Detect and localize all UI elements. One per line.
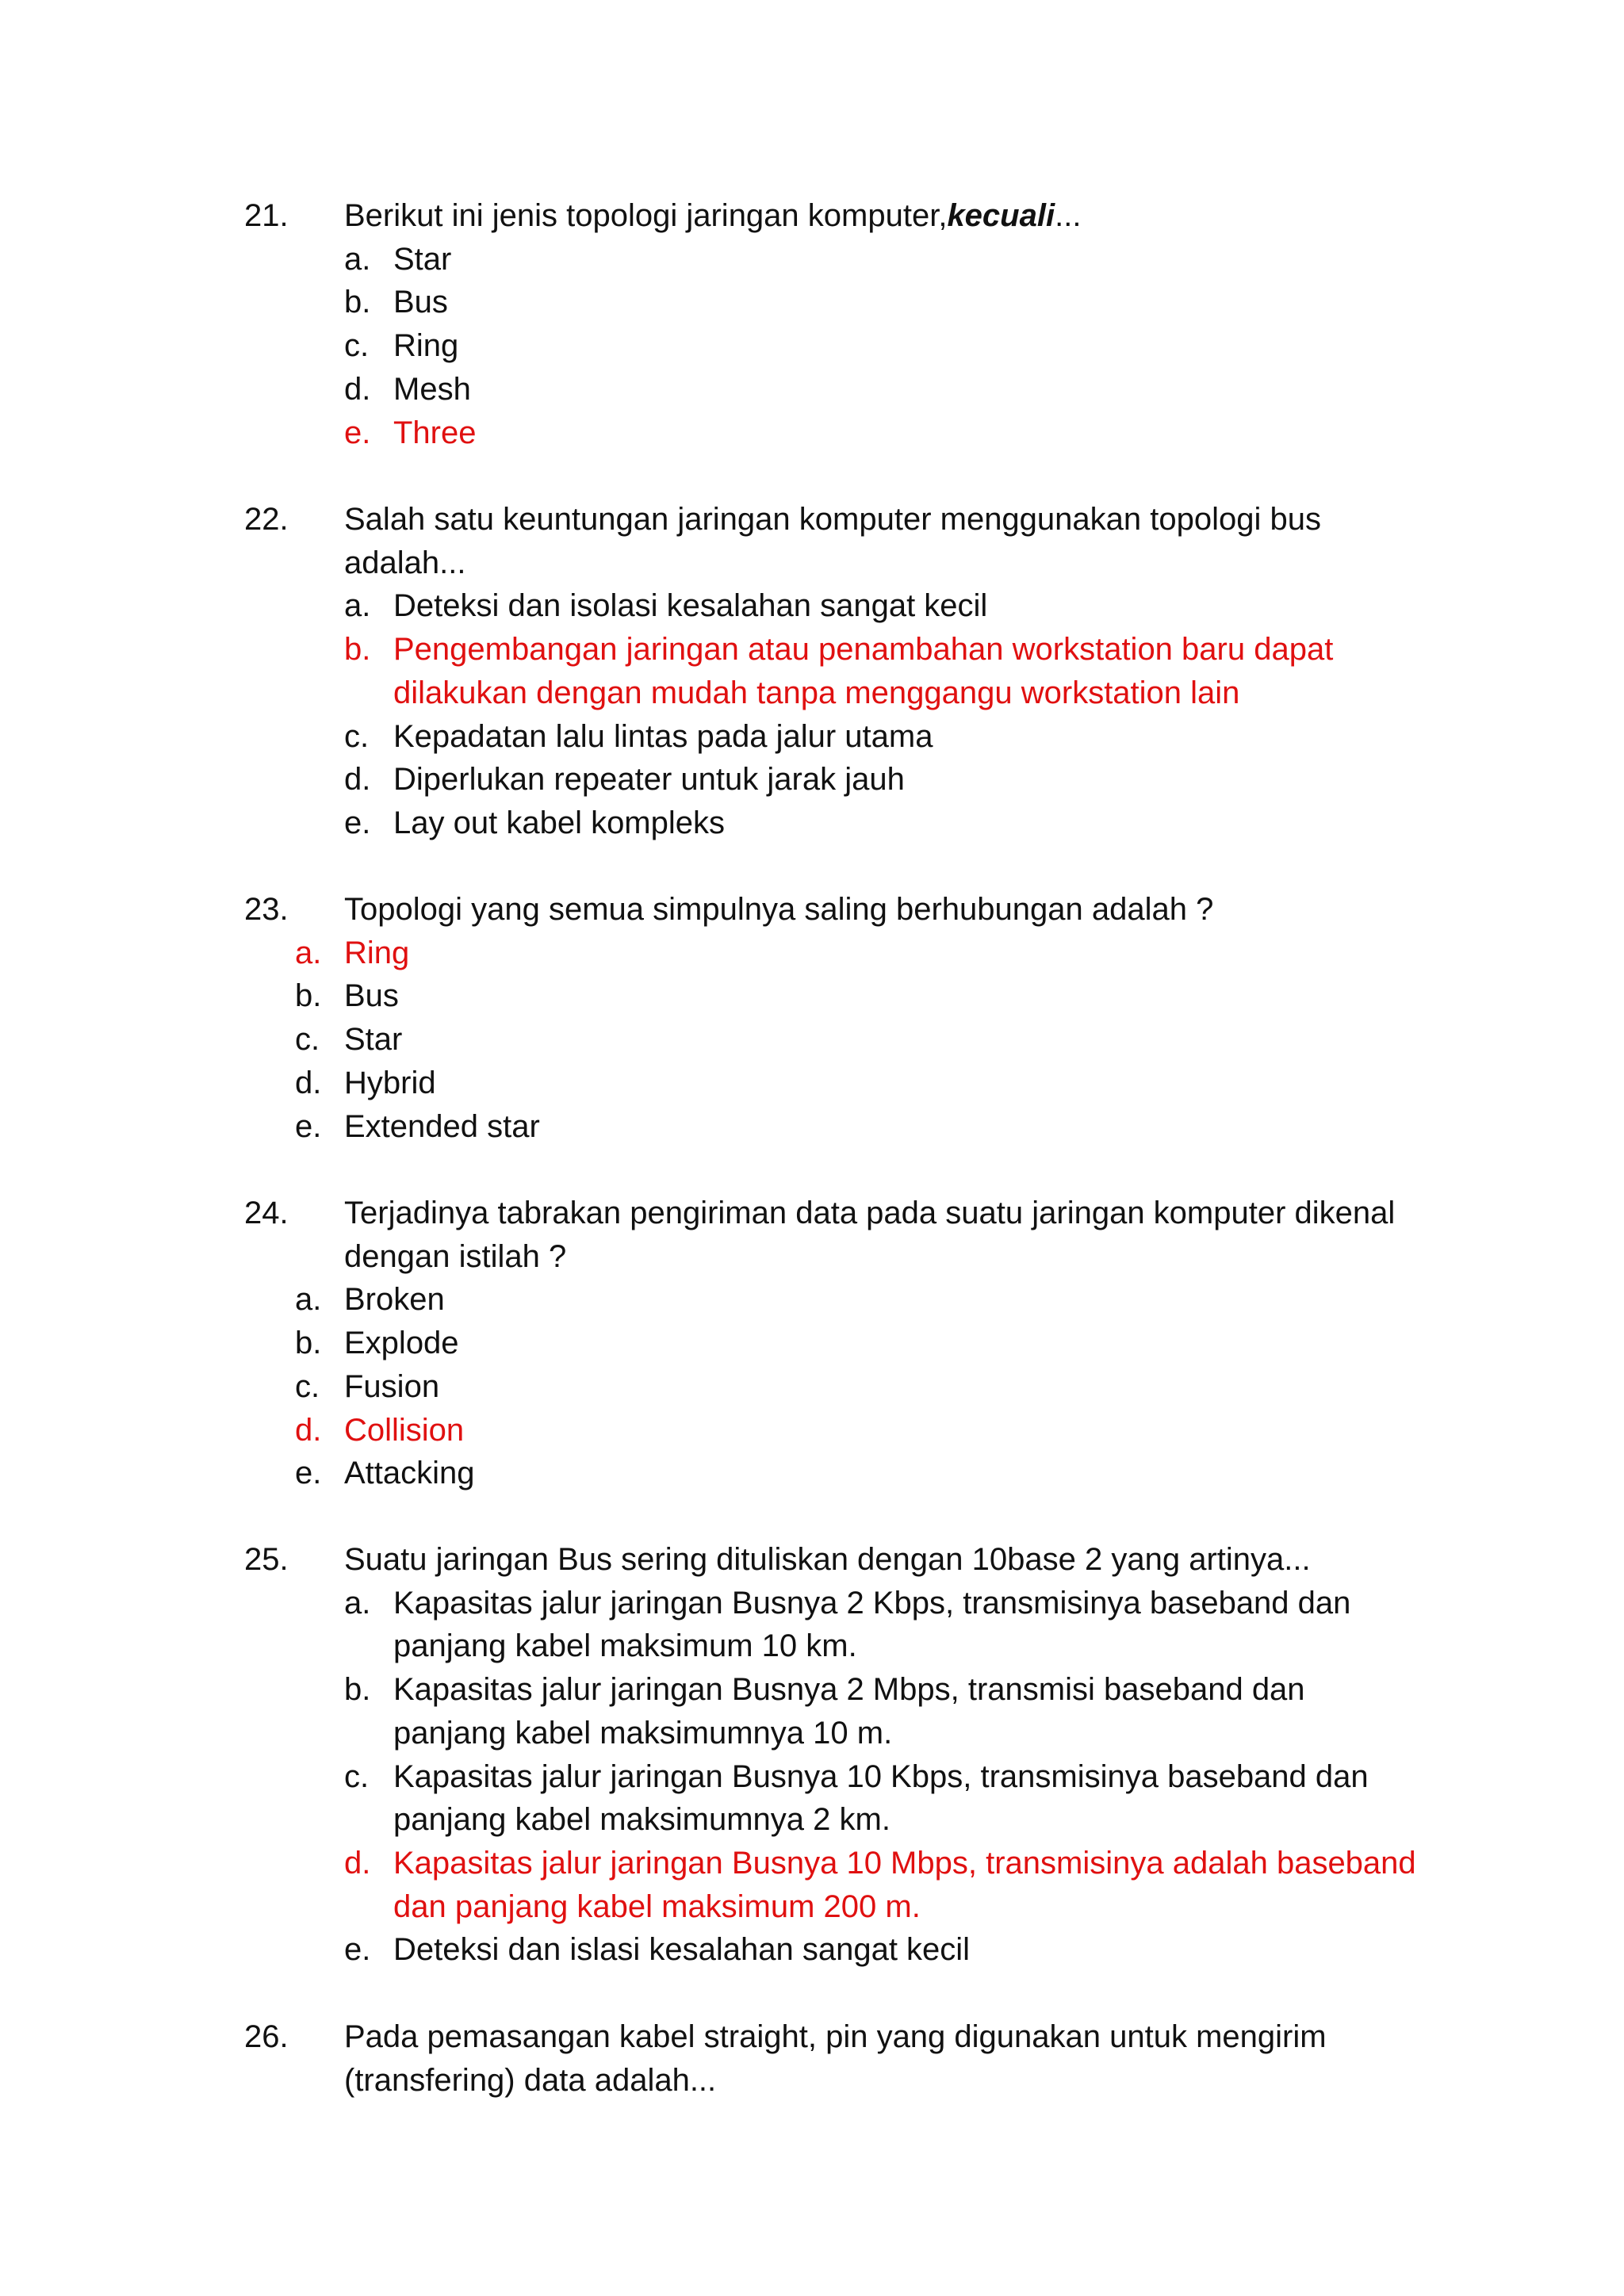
option-c xyxy=(0,715,1424,759)
option-text: Fusion xyxy=(344,1368,440,1404)
option-c xyxy=(0,324,1424,368)
question-24 xyxy=(0,1192,1624,1495)
option-text: Explode xyxy=(344,1326,459,1361)
option-label: a. xyxy=(295,1282,322,1318)
option-text: Kapasitas jalur jaringan Busnya 10 Kbps, transmisinya baseband dan panjang kabel maksimumnya 2 km. xyxy=(393,1758,1369,1838)
option-text: Extended star xyxy=(344,1108,540,1144)
option-text: Three xyxy=(393,415,477,450)
option-a xyxy=(0,1278,1423,1322)
option-label: a. xyxy=(295,935,322,970)
option-label: d. xyxy=(344,371,371,407)
option-text: Broken xyxy=(344,1282,445,1318)
question-26 xyxy=(0,2015,1624,2102)
option-e xyxy=(0,802,1424,845)
option-text: Ring xyxy=(344,935,410,970)
option-e xyxy=(0,1452,1423,1495)
question-text: Pada pemasangan kabel straight, pin yang digunakan untuk mengirim (transfering) data adalah... xyxy=(344,2019,1327,2098)
option-text: Ring xyxy=(393,328,459,364)
option-label: c. xyxy=(344,328,370,364)
option-text: Star xyxy=(393,241,452,277)
option-label: a. xyxy=(344,1585,371,1621)
option-e-correct xyxy=(0,411,1424,455)
option-d-correct xyxy=(0,1409,1423,1452)
option-a xyxy=(0,584,1424,628)
option-label: b. xyxy=(344,632,371,668)
option-text: Lay out kabel kompleks xyxy=(393,805,726,840)
option-label: e. xyxy=(344,805,371,840)
option-label: d. xyxy=(344,762,371,798)
question-number: 23. xyxy=(244,892,289,927)
option-b xyxy=(0,1668,1424,1755)
option-text: Kepadatan lalu lintas pada jalur utama xyxy=(393,718,933,754)
option-text: Hybrid xyxy=(344,1065,436,1100)
option-d xyxy=(0,758,1424,802)
option-c xyxy=(0,1755,1424,1842)
option-text: Mesh xyxy=(393,371,471,407)
option-text: Attacking xyxy=(344,1456,475,1491)
option-label: d. xyxy=(344,1845,371,1881)
question-text-suffix: ... xyxy=(1055,198,1082,233)
option-label: b. xyxy=(344,1672,371,1708)
option-text: Star xyxy=(344,1022,403,1058)
option-e xyxy=(0,1928,1424,1972)
option-text: Diperlukan repeater untuk jarak jauh xyxy=(393,762,905,798)
question-23 xyxy=(0,888,1624,1148)
option-text: Collision xyxy=(344,1412,465,1448)
option-text: Deteksi dan islasi kesalahan sangat kecil xyxy=(393,1932,971,1968)
option-text: Deteksi dan isolasi kesalahan sangat kecil xyxy=(393,588,988,624)
option-label: a. xyxy=(344,588,371,624)
option-d-correct xyxy=(0,1842,1424,1928)
option-label: c. xyxy=(295,1368,320,1404)
option-label: b. xyxy=(295,1326,322,1361)
question-22 xyxy=(0,498,1624,845)
question-text: Suatu jaringan Bus sering dituliskan dengan 10base 2 yang artinya... xyxy=(344,1542,1311,1577)
option-label: b. xyxy=(295,978,322,1014)
question-number: 25. xyxy=(244,1542,289,1577)
question-text xyxy=(344,194,1431,238)
option-label: c. xyxy=(344,718,370,754)
question-number: 24. xyxy=(244,1196,289,1230)
option-label: e. xyxy=(344,1932,371,1968)
option-c xyxy=(0,1018,1423,1062)
question-25 xyxy=(0,1538,1624,1972)
option-a-correct xyxy=(0,932,1423,975)
question-text-main: Berikut ini jenis topologi jaringan komputer, xyxy=(344,198,948,233)
option-d xyxy=(0,1062,1423,1105)
option-a xyxy=(0,1582,1424,1668)
option-label: c. xyxy=(344,1758,370,1794)
question-21 xyxy=(0,194,1624,454)
option-b xyxy=(0,974,1423,1018)
option-text: Kapasitas jalur jaringan Busnya 2 Kbps, transmisinya baseband dan panjang kabel maksimum 10 km. xyxy=(393,1585,1351,1664)
option-label: a. xyxy=(344,241,371,277)
option-label: e. xyxy=(295,1108,322,1144)
option-a xyxy=(0,238,1424,281)
option-label: e. xyxy=(344,415,371,450)
option-text: Bus xyxy=(393,285,448,320)
question-number: 26. xyxy=(244,2019,289,2054)
option-b xyxy=(0,1322,1423,1365)
option-label: d. xyxy=(295,1065,322,1100)
option-label: c. xyxy=(295,1022,320,1058)
option-label: e. xyxy=(295,1456,322,1491)
option-text: Kapasitas jalur jaringan Busnya 2 Mbps, transmisi baseband dan panjang kabel maksimumnya 10 m. xyxy=(393,1672,1305,1751)
question-text: Salah satu keuntungan jaringan komputer menggunakan topologi bus adalah... xyxy=(344,502,1321,580)
option-c xyxy=(0,1365,1423,1409)
option-d xyxy=(0,368,1424,411)
option-e xyxy=(0,1105,1423,1149)
option-b xyxy=(0,281,1424,324)
option-label: b. xyxy=(344,285,371,320)
option-label: d. xyxy=(295,1412,322,1448)
question-number: 21. xyxy=(244,198,289,233)
question-text: Terjadinya tabrakan pengiriman data pada suatu jaringan komputer dikenal dengan istilah ? xyxy=(344,1196,1396,1274)
question-keyword: kecuali xyxy=(947,198,1055,233)
option-text: Pengembangan jaringan atau penambahan workstation baru dapat dilakukan dengan mudah tanpa menggangu workstation lain xyxy=(393,632,1334,710)
question-text: Topologi yang semua simpulnya saling berhubungan adalah ? xyxy=(344,892,1214,927)
option-b-correct xyxy=(0,628,1424,714)
option-text: Bus xyxy=(344,978,399,1014)
option-text: Kapasitas jalur jaringan Busnya 10 Mbps, transmisinya adalah baseband dan panjang kabel maksimum 200 m. xyxy=(393,1845,1416,1924)
question-number: 22. xyxy=(244,502,289,537)
